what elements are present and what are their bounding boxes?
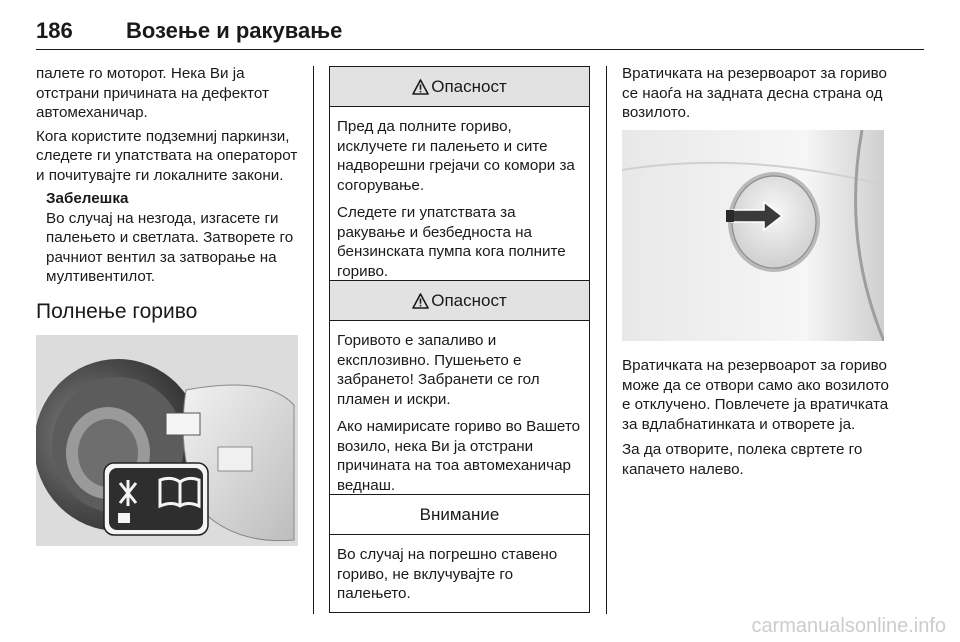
- danger-box-1: [329, 66, 590, 290]
- paragraph: Следете ги упатствата за ракување и безбедноста на бензинската пумпа кога полните гориво.: [337, 204, 566, 280]
- danger-box-2: [329, 280, 590, 504]
- paragraph: Во случај на погрешно ставено гориво, не вклучувајте го палењето.: [337, 546, 558, 602]
- note-text: Во случај на незгода, изгасете ги палењето и светлата. Затворете го рачниот вентил за затворање на мултивентилот.: [46, 209, 294, 285]
- caution-box: [329, 494, 590, 613]
- fuel-door-arrow-photo: [622, 130, 884, 341]
- warning-triangle-icon: [412, 79, 429, 95]
- column-3-bottom: [622, 356, 890, 485]
- fuel-flap-illustration: [36, 335, 298, 546]
- paragraph: За да отворите, полека свртете го капачето налево.: [622, 441, 863, 478]
- danger-box-header: [330, 281, 589, 321]
- danger-box-title: Опасност: [431, 290, 507, 310]
- column-divider-left: [313, 66, 314, 614]
- caution-box-header: [330, 495, 589, 535]
- danger-box-header: [330, 67, 589, 107]
- column-3-top: [622, 64, 890, 129]
- danger-box-title: Опасност: [431, 76, 507, 96]
- caution-box-body: [330, 535, 589, 612]
- page-header: [36, 14, 924, 50]
- paragraph: Кога користите подземниј паркинзи, следете ги упатствата на операторот и почитувајте ги локалните закони.: [36, 127, 298, 184]
- paragraph: палете го моторот. Нека Ви ја отстрани причината на дефектот автомеханичар.: [36, 65, 269, 121]
- note-title: Забелешка: [46, 190, 129, 207]
- column-divider-right: [606, 66, 607, 614]
- fuel-flap-photo: [36, 335, 298, 546]
- danger-box-body: [330, 321, 589, 503]
- paragraph: Горивото е запаливо и експлозивно. Пушењето е забрането! Забранети се гол пламен и искри.: [337, 332, 540, 408]
- warning-triangle-icon: [412, 293, 429, 309]
- paragraph: Ако намирисате гориво во Вашето возило, нека Ви ја отстрани причината на тоа автомеханичар веднаш.: [337, 418, 581, 494]
- column-1: [36, 64, 306, 325]
- danger-box-body: [330, 107, 589, 289]
- paragraph: Пред да полните гориво, исклучете ги палењето и сите надворешни грејачи со комори за согорување.: [337, 118, 575, 194]
- page-number: 186: [36, 18, 73, 43]
- caution-box-title: Внимание: [419, 504, 500, 524]
- section-heading: Полнење гориво: [36, 299, 198, 323]
- paragraph: Вратичката на резервоарот за гориво се наоѓа на задната десна страна од возилото.: [622, 65, 887, 121]
- fuel-door-illustration: [622, 130, 884, 341]
- paragraph: Вратичката на резервоарот за гориво може да се отвори само ако возилото е отклучено. Повлечете ја вратичката за вдлабнатинката и отворете ја.: [622, 357, 889, 433]
- page-title: Возење и ракување: [126, 18, 343, 43]
- note-block: [36, 189, 306, 287]
- watermark: carmanualsonline.info: [751, 615, 946, 637]
